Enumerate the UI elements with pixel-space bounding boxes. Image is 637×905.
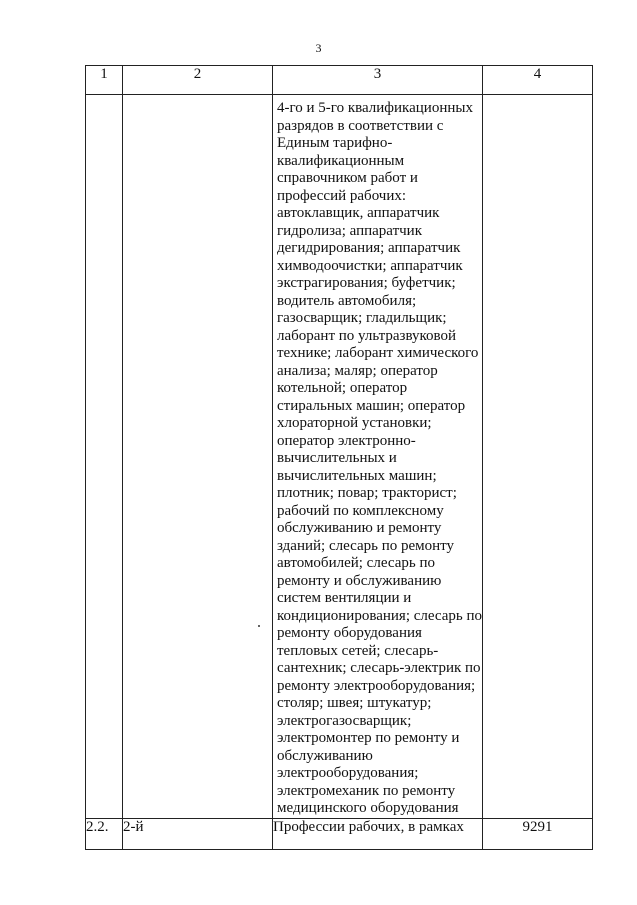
profession-text-line: котельной; оператор [277,380,408,396]
header-cell-3: 3 [273,66,483,95]
profession-text-line: газосварщик; гладильщик; [277,310,447,326]
profession-text-line: тепловых сетей; слесарь- [277,642,439,659]
row-number-cell [86,95,123,819]
profession-text-line: рабочий по комплексному [277,502,444,519]
profession-text-line: сантехник; слесарь-электрик по [277,660,481,676]
profession-text-line: профессий рабочих: [277,187,407,204]
profession-text-line: квалификационным [277,152,405,169]
page-number: 3 [315,41,322,55]
header-cell-2: 2 [123,66,273,95]
header-cell-4: 4 [483,66,593,95]
table-header-row [86,66,593,95]
table-row [86,95,593,819]
profession-text-line: ремонту и обслуживанию [277,572,442,589]
profession-text-line: электромонтер по ремонту и [277,730,460,746]
profession-text-line: столяр; швея; штукатур; [277,695,432,711]
profession-text-line: автомобилей; слесарь по [277,555,435,571]
profession-text-line: вычислительных машин; [277,467,437,484]
profession-text-line: хлораторной установки; [277,415,432,431]
profession-text-line: справочником работ и [277,170,418,186]
row-number-cell: 2.2. [86,818,123,849]
profession-text-line: 4-го и 5-го квалификационных [277,100,473,116]
profession-text-line: ремонту оборудования [277,625,422,641]
profession-text-line: обслуживанию [277,747,373,764]
profession-text-line: плотник; повар; тракторист; [277,485,457,501]
profession-text-line: лаборант по ультразвуковой [277,327,457,344]
profession-text-line: оператор электронно- [277,432,416,449]
scan-speck [258,625,260,627]
profession-text-line: разрядов в соответствии с [277,117,444,134]
profession-text-line: электрооборудования; [277,765,419,781]
value-cell [483,95,593,819]
profession-text-line: экстрагирования; буфетчик; [277,275,456,291]
document-table [85,65,593,850]
header-cell-1: 1 [86,66,123,95]
profession-text-line: технике; лаборант химического [277,345,479,361]
value-cell: 9291 [483,818,593,849]
profession-text-line: автоклавщик, аппаратчик [277,205,440,221]
profession-text-line: дегидрирования; аппаратчик [277,240,461,256]
profession-text-line: стиральных машин; оператор [277,397,466,414]
profession-text-line: водитель автомобиля; [277,292,417,309]
level-cell [123,95,273,819]
profession-text-line: обслуживанию и ремонту [277,520,442,536]
profession-text-line: медицинского оборудования [277,800,459,816]
profession-text-line: зданий; слесарь по ремонту [277,537,455,554]
profession-text-line: вычислительных и [277,450,397,466]
profession-text-line: кондиционирования; слесарь по [277,607,483,624]
profession-text-line: электромеханик по ремонту [277,782,456,799]
profession-text-line: электрогазосварщик; [277,712,412,729]
profession-text-line: ремонту электрооборудования; [277,677,476,694]
profession-list-cell [273,95,483,819]
table-row [86,818,593,849]
profession-text-line: Единым тарифно- [277,135,393,151]
profession-text-line: анализа; маляр; оператор [277,362,438,379]
profession-text-line: систем вентиляции и [277,590,412,606]
profession-text-line: гидролиза; аппаратчик [277,222,422,239]
profession-text-line: химводоочистки; аппаратчик [277,257,463,274]
description-cell: Профессии рабочих, в рамках [273,818,483,849]
level-cell: 2-й [123,818,273,849]
